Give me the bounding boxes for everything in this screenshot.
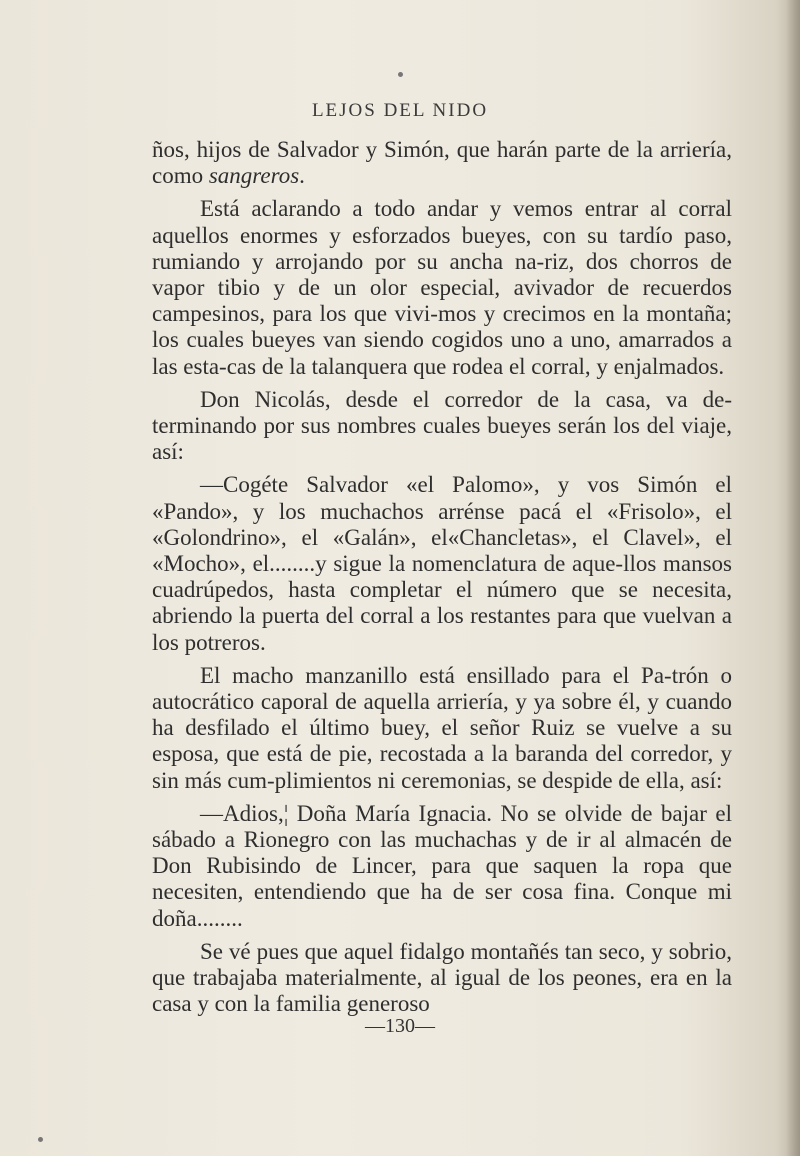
print-speck xyxy=(398,72,403,77)
paragraph xyxy=(152,472,732,655)
italic-term: sangreros xyxy=(208,163,300,189)
paragraph xyxy=(152,939,732,1018)
page-number: —130— xyxy=(365,1015,435,1037)
paragraph xyxy=(152,663,732,794)
paragraph-text: Está aclarando a todo andar y vemos entrar al corral aquellos enormes y esforzados bueyes, con su tardío paso, rumiando y arrojando por su ancha na-riz, dos chorros de vapor tibio y de un olor especial, avivador de recuerdos campesinos, para los que vivi-mos y crecimos en la montaña; los cuales bueyes van siendo cogidos uno a uno, amarrados a las esta-cas de la talanquera que rodea el corral, y enjalmados. xyxy=(152,196,732,379)
print-speck xyxy=(38,1137,43,1142)
paragraph xyxy=(152,196,732,379)
paragraph-text: El macho manzanillo está ensillado para el Pa-trón o autocrático caporal de aquella arriería, y ya sobre él, y cuando ha desfilado el último buey, el señor Ruiz se vuelve a su esposa, que está de pie, recostada a la baranda del corredor, y sin más cum-plimientos ni ceremonias, se despide de ella, así: xyxy=(152,662,732,793)
running-header: LEJOS DEL NIDO xyxy=(311,100,489,121)
paragraph-text: —Adios,¦ Doña María Ignacia. No se olvide de bajar el sábado a Rionegro con las muchachas y de ir al almacén de Don Rubisindo de Lincer, para que saquen la ropa que necesiten, entendiendo que ha de ser cosa fina. Conque mi doña........ xyxy=(152,800,732,931)
paragraph-text: . xyxy=(299,163,305,189)
paragraph-text: Don Nicolás, desde el corredor de la casa, va de-terminando por sus nombres cuales bueyes serán los del viaje, así: xyxy=(152,386,732,465)
paragraph xyxy=(152,137,732,189)
body-text xyxy=(152,137,732,1025)
paragraph xyxy=(152,387,732,466)
paragraph-text: Se vé pues que aquel fidalgo montañés tan seco, y sobrio, que trabajaba materialmente, al igual de los peones, era en la casa y con la familia generoso xyxy=(152,938,732,1017)
paragraph-text: —Cogéte Salvador «el Palomo», y vos Simón el «Pando», y los muchachos arrénse pacá el «Frisolo», el «Golondrino», el «Galán», el«Chancletas», el Clavel», el «Mocho», el........y sigue la nomenclatura de aque-llos mansos cuadrúpedos, hasta completar el número que se necesita, abriendo la puerta del corral a los restantes para que vuelvan a los potreros. xyxy=(152,472,732,655)
page-spine-shadow xyxy=(786,0,800,1156)
paragraph-text: ños, hijos de Salvador y Simón, que harán parte de la arriería, como xyxy=(152,137,732,189)
paragraph xyxy=(152,801,732,932)
